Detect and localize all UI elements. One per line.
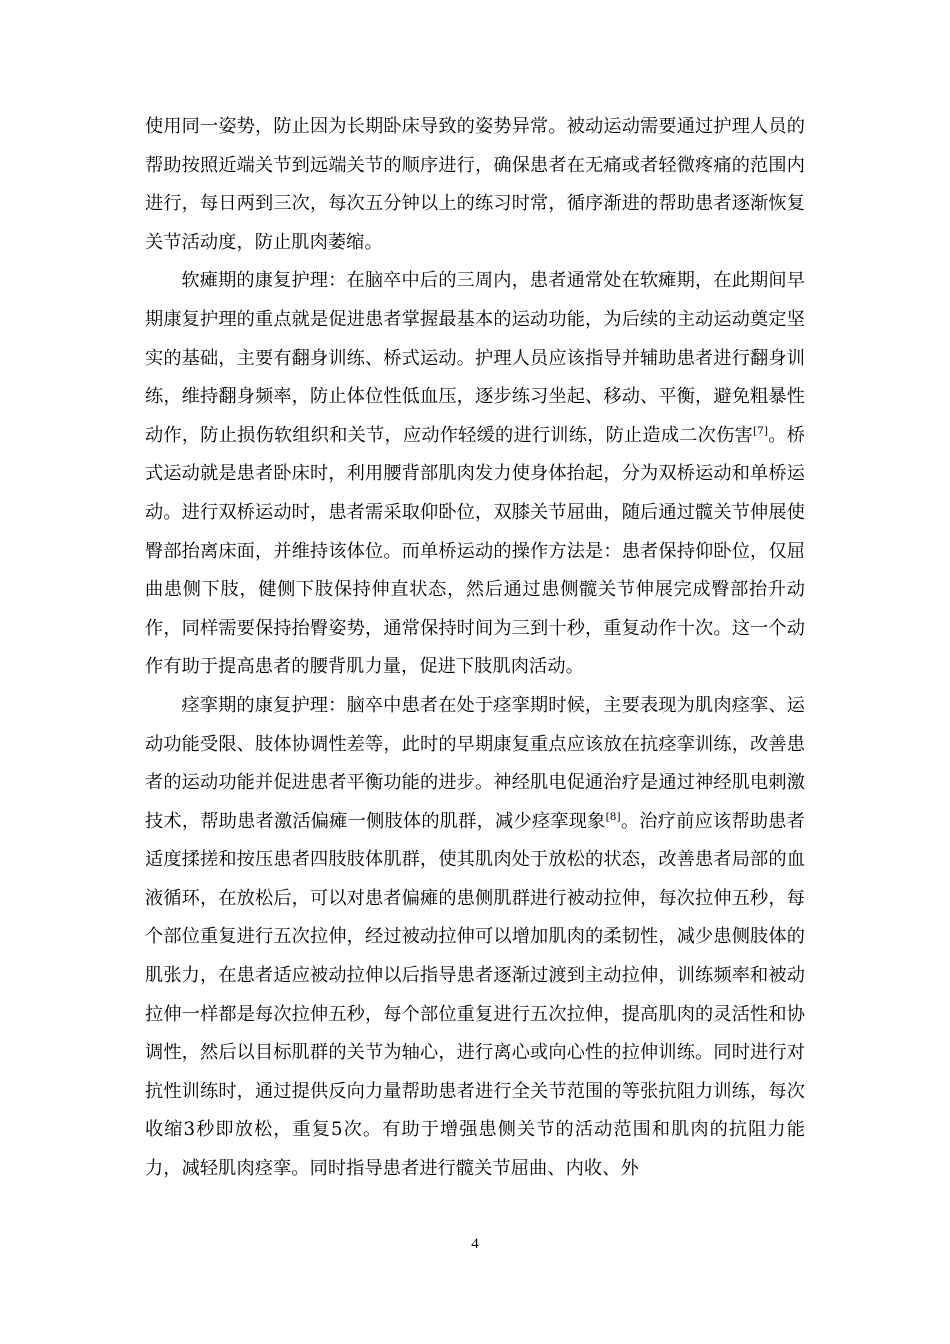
citation-ref-7[interactable]: [7] <box>752 424 769 437</box>
paragraph-text: 软瘫期的康复护理：在脑卒中后的三周内，患者通常处在软瘫期，在此期间早期康复护理的重点就是促进患者掌握最基本的运动功能，为后续的主动运动奠定坚实的基础，主要有翻身训练、桥式运动。护理人员应该指导并辅助患者进行翻身训练，维持翻身频率，防止体位性低血压，逐步练习坐起、移动、平衡，避免粗暴性动作，防止损伤软组织和关节，应动作轻缓的进行训练，防止造成二次伤害 <box>145 270 805 446</box>
paragraph-text: 。治疗前应该帮助患者适度揉搓和按压患者四肢肢体肌群，使其肌肉处于放松的状态，改善患者局部的血液循环，在放松后，可以对患者偏瘫的患侧肌群进行被动拉伸，每次拉伸五秒，每个部位重复进行五次拉伸，经过被动拉伸可以增加肌肉的柔韧性，减少患侧肢体的肌张力，在患者适应被动拉伸以后指导患者逐渐过渡到主动拉伸，训练频率和被动拉伸一样都是每次拉伸五秒，每个部位重复进行五次拉伸，提高肌肉的灵活性和协调性，然后以目标肌群的关节为轴心，进行离心或向心性的拉伸训练。同时进行对抗性训练时，通过提供反向力量帮助患者进行全关节范围的等张抗阻力训练，每次收缩3秒即放松，重复5次。有助于增强患侧关节的活动范围和肌肉的抗阻力能力，减轻肌肉痉挛。同时指导患者进行髋关节屈曲、内收、外 <box>145 810 805 1180</box>
document-body <box>145 108 805 1189</box>
paragraph-text: 痉挛期的康复护理：脑卒中患者在处于痉挛期时候，主要表现为肌肉痉挛、运动功能受限、肢体协调性差等，此时的早期康复重点应该放在抗痉挛训练，改善患者的运动功能并促进患者平衡功能的进步。神经肌电促通治疗是通过神经肌电刺激技术，帮助患者激活偏瘫一侧肢体的肌群，减少痉挛现象 <box>145 694 805 832</box>
paragraph-spastic-stage <box>145 687 805 1189</box>
paragraph-flaccid-stage <box>145 262 805 687</box>
page-number: 4 <box>471 1236 479 1252</box>
paragraph-continuation: 使用同一姿势，防止因为长期卧床导致的姿势异常。被动运动需要通过护理人员的帮助按照近端关节到远端关节的顺序进行，确保患者在无痛或者轻微疼痛的范围内进行，每日两到三次，每次五分钟以上的练习时常，循序渐进的帮助患者逐渐恢复关节活动度，防止肌肉萎缩。 <box>145 116 805 253</box>
paragraph-text: 。桥式运动就是患者卧床时，利用腰背部肌肉发力使身体抬起，分为双桥运动和单桥运动。进行双桥运动时，患者需采取仰卧位，双膝关节屈曲，随后通过髋关节伸展使臀部抬离床面，并维持该体位。而单桥运动的操作方法是：患者保持仰卧位，仅屈曲患侧下肢，健侧下肢保持伸直状态，然后通过患侧髋关节伸展完成臀部抬升动作，同样需要保持抬臀姿势，通常保持时间为三到十秒，重复动作十次。这一个动作有助于提高患者的腰背肌力量，促进下肢肌肉活动。 <box>145 424 805 678</box>
citation-ref-8[interactable]: [8] <box>605 810 621 823</box>
